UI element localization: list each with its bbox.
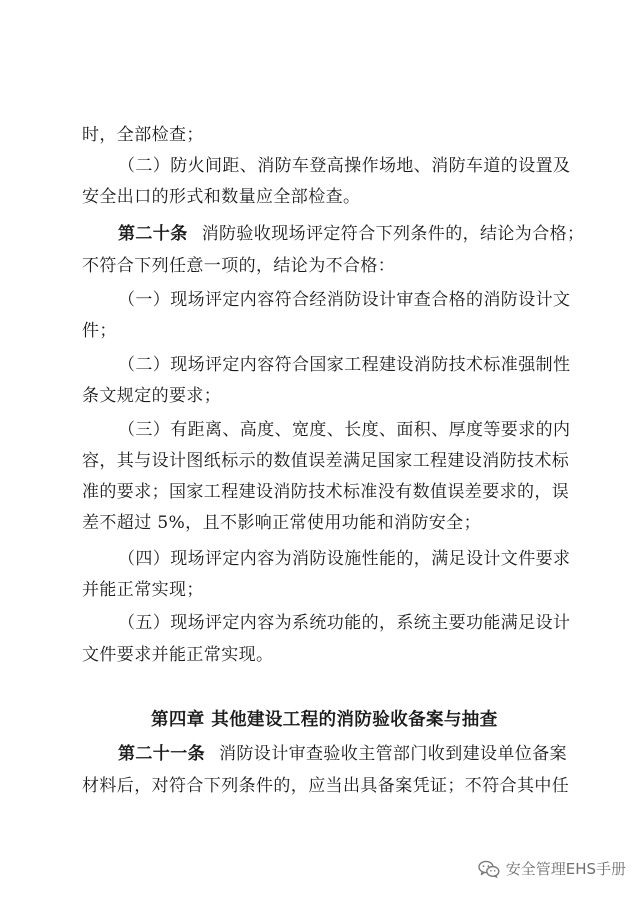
text-line: （四）现场评定内容为消防设施性能的，满足设计文件要求 — [118, 549, 571, 569]
watermark — [478, 858, 626, 879]
text-line: 准的要求；国家工程建设消防技术标准没有数值误差要求的，误 — [82, 482, 570, 502]
article-20-paragraph — [118, 224, 584, 244]
watermark-text: 安全管理EHS手册 — [505, 860, 626, 878]
article-20-label: 第二十条 — [118, 224, 188, 244]
text-line: （五）现场评定内容为系统功能的，系统主要功能满足设计 — [118, 613, 571, 633]
text-line: 不符合下列任意一项的，结论为不合格： — [82, 256, 396, 276]
text-line: （二）防火间距、消防车登高操作场地、消防车道的设置及 — [118, 156, 571, 176]
text-line: （二）现场评定内容符合国家工程建设消防技术标准强制性 — [118, 355, 571, 375]
text-line: 件； — [82, 321, 117, 341]
text-line: 条文规定的要求； — [82, 386, 222, 406]
text-line: 并能正常实现； — [82, 580, 204, 600]
article-21-label: 第二十一条 — [118, 744, 205, 764]
text-line: 文件要求并能正常实现。 — [82, 645, 274, 665]
wechat-icon — [478, 860, 500, 878]
article-21-paragraph — [118, 744, 567, 764]
text-line: 安全出口的形式和数量应全部检查。 — [82, 187, 361, 207]
text-line: （三）有距离、高度、宽度、长度、面积、厚度等要求的内 — [118, 420, 571, 440]
text-line: 容，其与设计图纸标示的数值误差满足国家工程建设消防技术标 — [82, 451, 570, 471]
text-line: 消防设计审查验收主管部门收到建设单位备案 — [219, 744, 567, 764]
text-line: 材料后，对符合下列条件的，应当出具备案凭证；不符合其中任 — [82, 776, 570, 796]
chapter-heading: 第四章 其他建设工程的消防验收备案与抽查 — [151, 710, 498, 730]
text-line: 时，全部检查； — [82, 125, 204, 145]
text-line: 消防验收现场评定符合下列条件的，结论为合格； — [201, 224, 585, 244]
text-line: 差不超过 5%，且不影响正常使用功能和消防安全； — [82, 513, 481, 533]
text-line: （一）现场评定内容符合经消防设计审查合格的消防设计文 — [118, 290, 571, 310]
